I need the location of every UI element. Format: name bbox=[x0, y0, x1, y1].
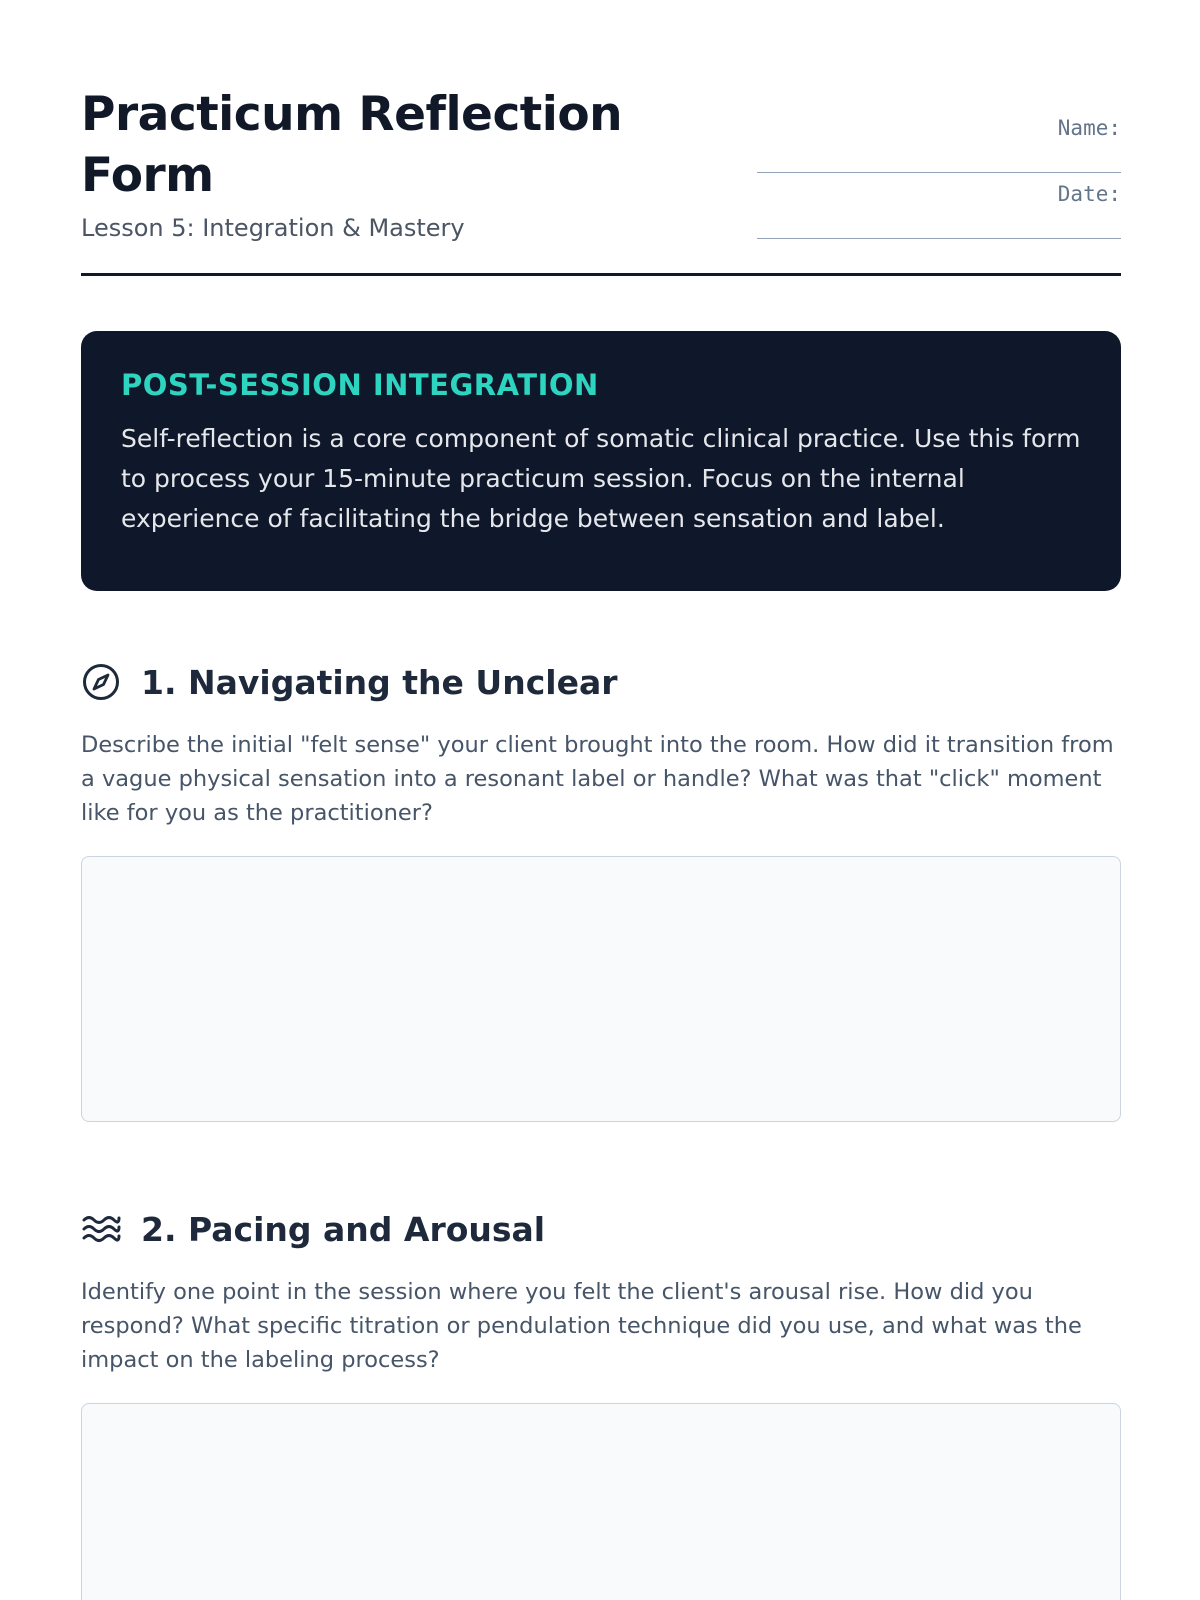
name-label: Name: bbox=[1057, 116, 1121, 140]
section-title: 2. Pacing and Arousal bbox=[141, 1209, 546, 1249]
meta-fields bbox=[757, 112, 1121, 244]
section-header bbox=[81, 1207, 1121, 1251]
date-line bbox=[757, 238, 1121, 239]
section-prompt: Describe the initial "felt sense" your client brought into the room. How did it transition from a vague physical sensation into a resonant label or handle? What was that "click" moment like for you as the practitioner? bbox=[81, 732, 1114, 826]
section-title: 1. Navigating the Unclear bbox=[141, 662, 618, 702]
section-header bbox=[81, 660, 1121, 704]
section-navigating-unclear bbox=[81, 660, 1121, 1122]
intro-text: Self-reflection is a core component of somatic clinical practice. Use this form to process your 15-minute practicum session. Focus on the internal experience of facilitating the bridge between sensation and label. bbox=[121, 424, 1081, 533]
answer-textarea[interactable] bbox=[81, 1403, 1121, 1600]
date-label: Date: bbox=[1057, 182, 1121, 206]
section-pacing-arousal bbox=[81, 1207, 1121, 1600]
name-field[interactable] bbox=[757, 112, 1121, 178]
answer-textarea[interactable] bbox=[81, 856, 1121, 1122]
section-prompt: Identify one point in the session where you felt the client's arousal rise. How did you respond? What specific titration or pendulation technique did you use, and what was the impact on the labeling process? bbox=[81, 1279, 1082, 1373]
header-divider bbox=[81, 273, 1121, 276]
date-field[interactable] bbox=[757, 178, 1121, 244]
waves-icon bbox=[81, 1209, 121, 1249]
page-title: Practicum Reflection Form bbox=[81, 87, 623, 203]
intro-heading: POST-SESSION INTEGRATION bbox=[121, 368, 599, 402]
reflection-form-page bbox=[81, 0, 1121, 1373]
name-line bbox=[757, 172, 1121, 173]
compass-icon bbox=[81, 662, 121, 702]
form-header bbox=[81, 0, 1121, 276]
intro-box bbox=[81, 331, 1121, 591]
page-subtitle: Lesson 5: Integration & Mastery bbox=[81, 214, 465, 242]
